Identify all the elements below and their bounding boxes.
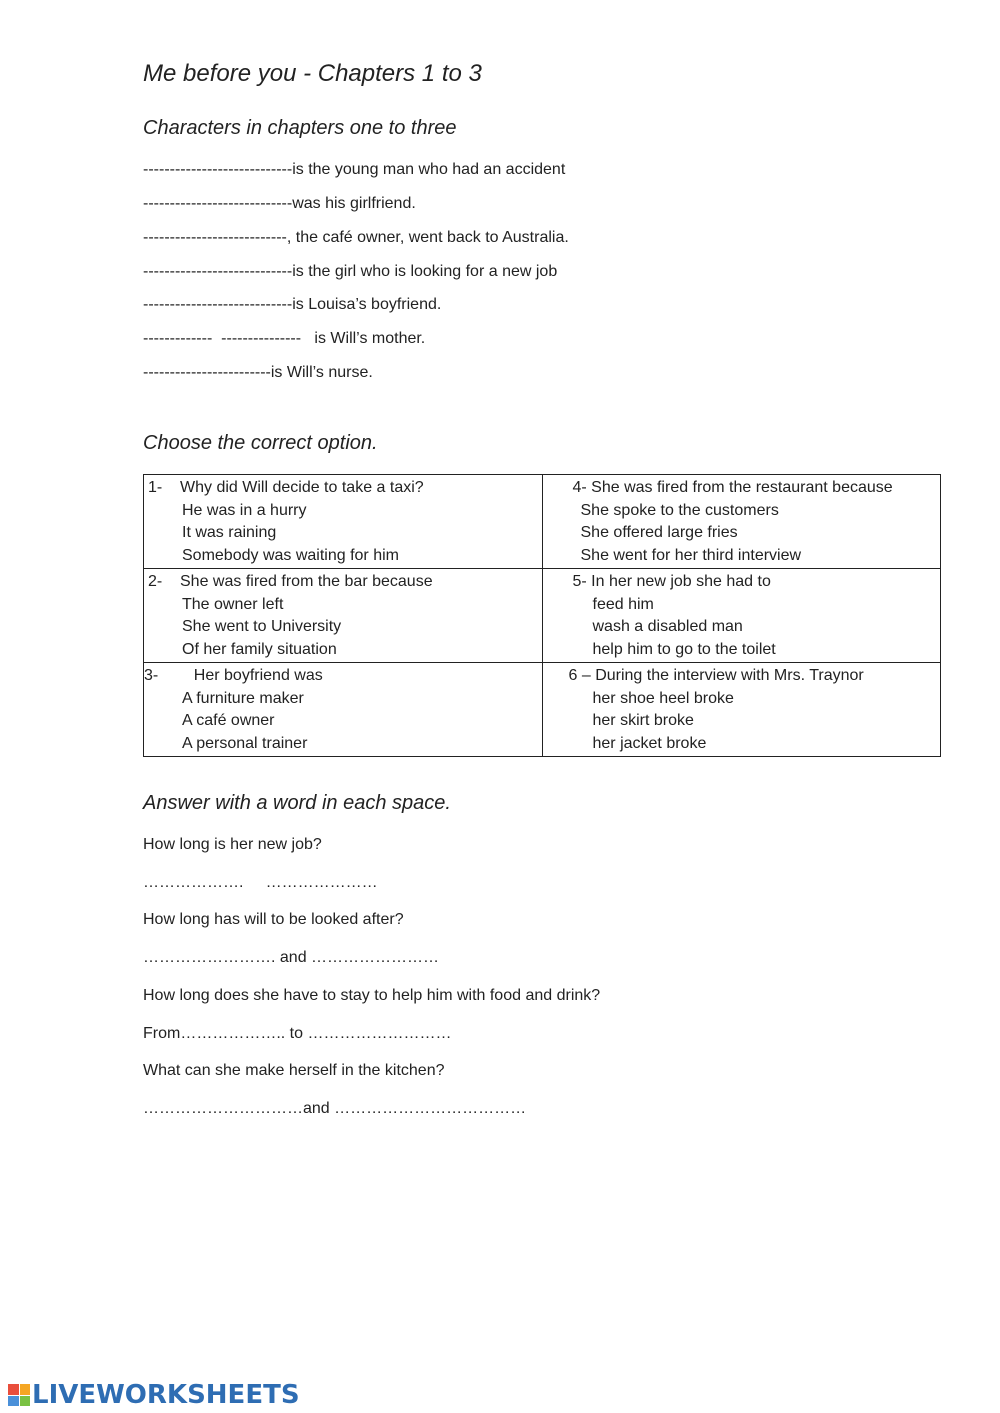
character-line: ----------------------------was his girlfriend. bbox=[143, 195, 416, 212]
question-text: 2- She was fired from the bar because bbox=[148, 573, 433, 590]
options-table bbox=[143, 474, 941, 757]
character-line: ------------- --------------- is Will’s mother. bbox=[143, 330, 426, 347]
option-text: He was in a hurry bbox=[182, 501, 307, 519]
option-text: A personal trainer bbox=[182, 734, 308, 752]
liveworksheets-logo-icon bbox=[8, 1384, 30, 1406]
question-text: 6 – During the interview with Mrs. Traynor bbox=[568, 667, 864, 684]
option-text: her jacket broke bbox=[592, 734, 707, 752]
option-text: It was raining bbox=[182, 524, 277, 541]
question-cell-6 bbox=[542, 663, 941, 757]
characters-heading: Characters in chapters one to three bbox=[143, 117, 457, 139]
answer-blank[interactable]: ……………………. and …………………… bbox=[143, 949, 440, 966]
question-cell-1 bbox=[144, 475, 543, 569]
logo-block bbox=[20, 1384, 31, 1395]
logo-block bbox=[8, 1396, 19, 1407]
question-cell-4 bbox=[542, 475, 941, 569]
answer-question: How long does she have to stay to help him with food and drink? bbox=[143, 987, 601, 1004]
options-heading: Choose the correct option. bbox=[143, 432, 378, 454]
question-text: 5- In her new job she had to bbox=[572, 573, 771, 590]
option-text: wash a disabled man bbox=[592, 618, 743, 635]
option-text: Of her family situation bbox=[182, 640, 337, 658]
table-row bbox=[144, 663, 941, 757]
answer-blank[interactable]: ………………. ………………… bbox=[143, 874, 378, 891]
option-text: feed him bbox=[592, 595, 654, 613]
answer-question: What can she make herself in the kitchen? bbox=[143, 1062, 445, 1079]
answer-blank[interactable]: From……………….. to ……………………… bbox=[143, 1025, 452, 1042]
answer-question: How long has will to be looked after? bbox=[143, 911, 404, 928]
question-text: 1- Why did Will decide to take a taxi? bbox=[148, 479, 424, 496]
answer-question: How long is her new job? bbox=[143, 836, 322, 853]
option-text: She spoke to the customers bbox=[580, 501, 779, 519]
option-text: A furniture maker bbox=[182, 689, 304, 707]
character-line: ----------------------------is Louisa’s boyfriend. bbox=[143, 296, 442, 313]
answers-heading: Answer with a word in each space. bbox=[143, 792, 451, 814]
table-row bbox=[144, 475, 941, 569]
option-text: Somebody was waiting for him bbox=[182, 546, 399, 564]
option-text: She went for her third interview bbox=[580, 546, 802, 564]
answer-blank[interactable]: …………………………and ……………………………… bbox=[143, 1100, 527, 1117]
character-line: ----------------------------is the young man who had an accident bbox=[143, 161, 566, 178]
logo-text: LIVEWORKSHEETS bbox=[32, 1380, 300, 1410]
option-text: She went to University bbox=[182, 618, 342, 635]
option-text: her shoe heel broke bbox=[592, 689, 734, 707]
character-line: ------------------------is Will’s nurse. bbox=[143, 364, 373, 381]
option-text: her skirt broke bbox=[592, 712, 694, 729]
question-cell-2 bbox=[144, 569, 543, 663]
option-text: She offered large fries bbox=[580, 524, 738, 541]
option-text: The owner left bbox=[182, 595, 284, 613]
question-cell-3 bbox=[144, 663, 543, 757]
character-line: ----------------------------is the girl who is looking for a new job bbox=[143, 263, 558, 280]
page-title: Me before you - Chapters 1 to 3 bbox=[143, 60, 482, 87]
logo-block bbox=[20, 1396, 31, 1407]
question-text: 3- Her boyfriend was bbox=[144, 667, 323, 684]
question-cell-5 bbox=[542, 569, 941, 663]
logo-block bbox=[8, 1384, 19, 1395]
footer-logo[interactable] bbox=[8, 1380, 300, 1410]
character-line: ---------------------------, the café owner, went back to Australia. bbox=[143, 229, 569, 246]
question-text: 4- She was fired from the restaurant because bbox=[572, 479, 893, 496]
option-text: A café owner bbox=[182, 712, 275, 729]
option-text: help him to go to the toilet bbox=[592, 640, 776, 658]
table-row bbox=[144, 569, 941, 663]
